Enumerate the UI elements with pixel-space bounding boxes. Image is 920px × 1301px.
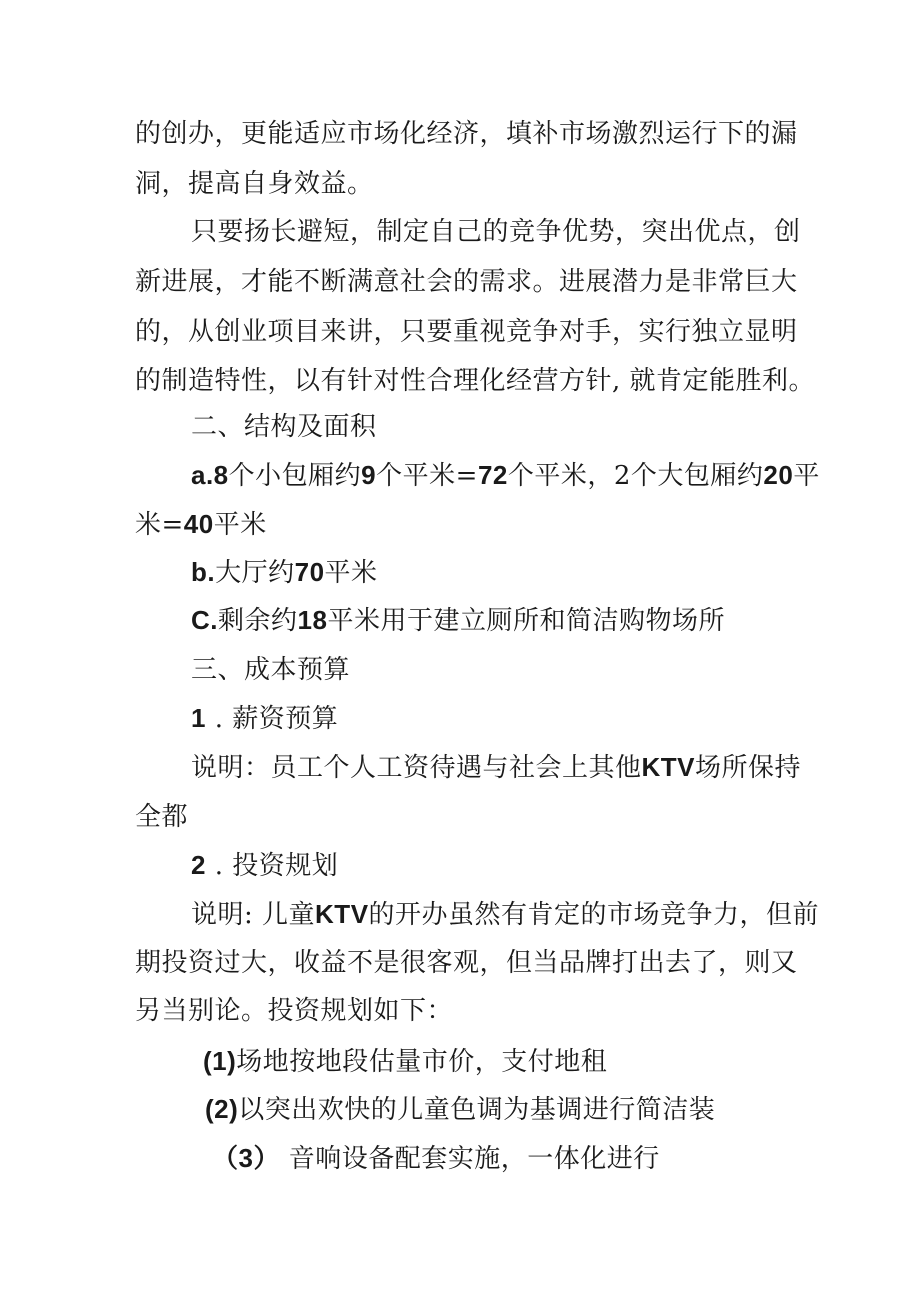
text-segment: 2 — [191, 850, 206, 880]
text-segment: 的创办，更能适应市场化经济，填补市场激烈运行下的漏 — [135, 119, 798, 149]
text-segment: 的，从创业项目来讲，只要重视竞争对手，实行独立显明 — [135, 317, 798, 347]
text-line — [191, 555, 378, 590]
text-segment: b. — [191, 557, 216, 587]
text-segment: 40 — [183, 509, 214, 539]
text-segment: 期投资过大，收益不是很客观，但当品牌打出去了，则又 — [135, 948, 798, 978]
text-segment: 音响设备配套实施，一体化进行 — [279, 1144, 660, 1174]
text-segment: 70 — [294, 557, 325, 587]
section-heading — [191, 653, 350, 687]
text-segment: 洞，提高自身效益。 — [135, 169, 374, 199]
text-segment: 另当别论。投资规划如下： — [135, 996, 454, 1026]
text-segment: 米= — [135, 510, 184, 540]
text-line — [135, 265, 798, 299]
text-line — [135, 994, 453, 1028]
text-segment: 剩余约 — [218, 606, 298, 636]
text-segment: 说明：员工个人工资待遇与社会上其他 — [191, 753, 642, 783]
text-segment: 场所保持 — [695, 753, 802, 783]
text-segment: 20 — [763, 460, 794, 490]
section-heading — [191, 410, 377, 444]
text-segment: (1) — [203, 1046, 237, 1076]
text-line — [135, 364, 815, 398]
text-segment: 的开办虽然有肯定的市场竞争力，但前 — [368, 900, 820, 930]
text-segment: 个平米，2个大包厢约 — [507, 461, 764, 491]
text-segment: 9 — [361, 460, 377, 490]
text-segment: KTV — [641, 752, 696, 782]
text-line — [191, 897, 819, 932]
text-segment: 全都 — [135, 802, 189, 832]
text-segment: 平米 — [213, 510, 267, 540]
text-segment: 18 — [297, 605, 328, 635]
text-line — [135, 507, 267, 542]
text-segment: 以突出欢快的儿童色调为基调进行简洁装 — [238, 1095, 716, 1125]
text-segment: 72 — [477, 460, 508, 490]
subsection-heading — [191, 848, 338, 883]
text-segment: 平米 — [324, 558, 378, 588]
list-item — [212, 1141, 660, 1176]
text-segment: 大厅约 — [215, 558, 295, 588]
text-segment: . 投资规划 — [205, 851, 339, 881]
text-segment: 个平米= — [376, 461, 478, 491]
text-segment: C. — [191, 605, 218, 635]
text-segment: （3） — [212, 1143, 280, 1173]
text-line — [191, 750, 801, 785]
text-line — [135, 167, 374, 201]
text-segment: a.8 — [191, 460, 229, 490]
subsection-heading — [191, 701, 338, 736]
text-segment: 的制造特性，以有针对性合理化经营方针, 就肯定能胜利。 — [135, 366, 816, 396]
text-line — [135, 315, 798, 349]
text-line — [191, 215, 801, 249]
list-item — [205, 1092, 715, 1127]
text-segment: KTV — [315, 899, 369, 929]
text-segment: 二、结构及面积 — [191, 412, 377, 442]
text-segment: 场地按地段估量市价，支付地租 — [236, 1047, 608, 1077]
text-segment: 1 — [191, 703, 206, 733]
text-segment: . 薪资预算 — [205, 704, 339, 734]
text-line — [135, 946, 798, 980]
text-segment: 新进展，才能不断满意社会的需求。进展潜力是非常巨大 — [135, 267, 798, 297]
text-segment: 只要扬长避短，制定自己的竞争优势，突出优点，创 — [191, 217, 801, 247]
text-line — [191, 603, 725, 638]
text-segment: (2) — [205, 1094, 239, 1124]
text-segment: 平米用于建立厕所和简洁购物场所 — [327, 606, 725, 636]
text-line — [135, 800, 188, 834]
list-item — [203, 1044, 607, 1079]
text-segment: 平 — [793, 461, 820, 491]
text-segment: 三、成本预算 — [191, 655, 351, 685]
text-line — [191, 458, 820, 493]
text-segment: 说明: 儿童 — [191, 900, 316, 930]
text-segment: 个小包厢约 — [228, 461, 362, 491]
text-line — [135, 117, 798, 151]
